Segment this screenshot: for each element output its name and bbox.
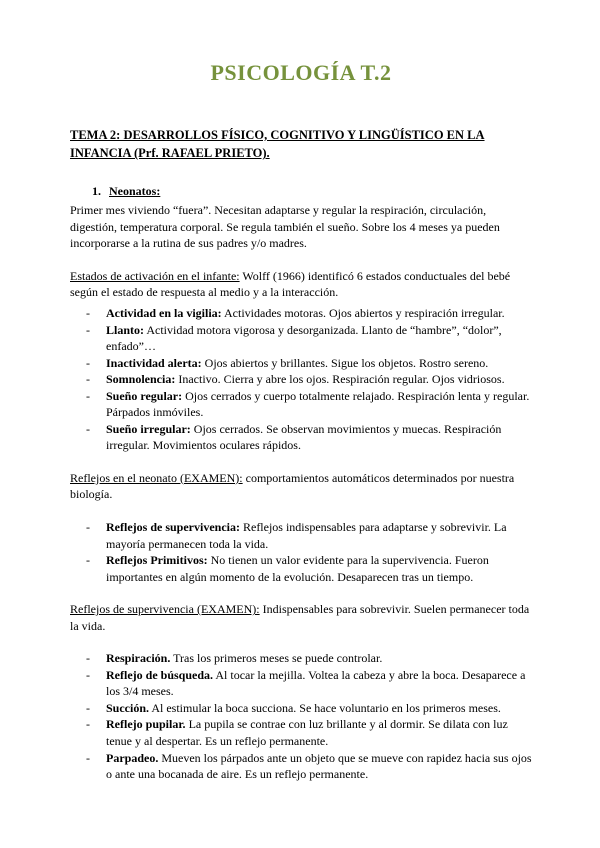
section-reflejos-neonato-lead	[70, 470, 532, 503]
reflejos-neonato-list	[70, 519, 532, 585]
list-item	[86, 388, 532, 421]
section-reflejos-supervivencia-intro: Indispensables para sobrevivir. Suelen permanecer toda la vida.	[70, 602, 530, 633]
item-text: Inactivo. Cierra y abre los ojos. Respiración regular. Ojos vidriosos.	[175, 372, 505, 387]
list-item	[86, 552, 532, 585]
section-reflejos-supervivencia-heading: Reflejos de supervivencia (EXAMEN):	[70, 602, 260, 617]
section-reflejos-supervivencia-lead	[70, 601, 532, 634]
item-text: Tras los primeros meses se puede controlar.	[170, 651, 383, 666]
list-item	[86, 371, 532, 388]
item-label: Reflejo de búsqueda.	[106, 667, 214, 682]
item-text: Ojos cerrados. Se observan movimientos y muecas. Respiración irregular. Movimientos oculares rápidos.	[106, 421, 502, 453]
section-reflejos-neonato-intro: comportamientos automáticos determinados por nuestra biología.	[70, 470, 515, 502]
item-label: Succión.	[106, 700, 150, 715]
item-label: Llanto:	[106, 322, 145, 337]
item-text: Reflejos indispensables para adaptarse y sobrevivir. La mayoría permanecen toda la vida.	[106, 520, 507, 551]
list-item	[86, 322, 532, 355]
estados-list	[70, 305, 532, 454]
list-item	[86, 421, 532, 454]
section-neonatos-title: Neonatos:	[109, 184, 161, 199]
section-reflejos-neonato-heading: Reflejos en el neonato (EXAMEN):	[70, 470, 243, 485]
item-text: La pupila se contrae con luz brillante y al dormir. Se dilata con luz tenue y al despertar. Es un reflejo permanente.	[106, 717, 508, 749]
item-text: Ojos abiertos y brillantes. Sigue los objetos. Rostro sereno.	[201, 355, 489, 370]
doc-subtitle: TEMA 2: DESARROLLOS FÍSICO, COGNITIVO Y LINGÜÍSTICO EN LA INFANCIA (Prf. RAFAEL PRIETO).	[70, 128, 485, 161]
doc-title: PSICOLOGÍA T.2	[210, 60, 392, 85]
list-item	[86, 519, 532, 552]
item-label: Reflejo pupilar.	[106, 717, 186, 732]
list-item	[86, 355, 532, 372]
item-label: Respiración.	[106, 651, 171, 666]
item-label: Inactividad alerta:	[106, 355, 202, 370]
item-text: Al tocar la mejilla. Voltea la cabeza y abre la boca. Desaparece a los 3/4 meses.	[106, 667, 526, 699]
item-label: Reflejos Primitivos:	[106, 553, 208, 568]
item-label: Reflejos de supervivencia:	[106, 520, 240, 534]
list-item	[86, 716, 532, 749]
item-text: Actividades motoras. Ojos abiertos y respiración irregular.	[221, 305, 505, 320]
item-label: Sueño regular:	[106, 388, 183, 403]
section-estados-intro: Wolff (1966) identificó 6 estados conductuales del bebé según el estado de respuesta al medio y a la interacción.	[70, 268, 511, 300]
item-text: Al estimular la boca succiona. Se hace voluntario en los primeros meses.	[149, 700, 501, 715]
item-text: Actividad motora vigorosa y desorganizada. Llanto de “hambre”, “dolor”, enfado”…	[106, 322, 502, 354]
list-item	[86, 305, 532, 322]
item-text: Mueven los párpados ante un objeto que se mueve con rapidez hacia sus ojos o ante una bocanada de aire. Es un reflejo permanente.	[106, 750, 532, 782]
item-label: Sueño irregular:	[106, 421, 191, 436]
list-item	[86, 700, 532, 717]
section-number: 1.	[92, 184, 101, 199]
section-estados-lead	[70, 268, 532, 301]
section-neonatos-heading	[92, 184, 532, 199]
reflejos-supervivencia-list	[70, 650, 532, 782]
item-text: No tienen un valor evidente para la supervivencia. Fueron importantes en algún momento de la evolución. Desaparecen tras un tiempo.	[106, 553, 489, 584]
item-label: Actividad en la vigilia:	[106, 305, 222, 320]
list-item	[86, 667, 532, 700]
section-estados-heading: Estados de activación en el infante:	[70, 268, 240, 283]
list-item	[86, 650, 532, 667]
neonatos-paragraph: Primer mes viviendo “fuera”. Necesitan adaptarse y regular la respiración, circulación, digestión, temperatura corporal. Se regula también el sueño. Sobre los 4 meses ya pueden incorporarse a la rutina de sus padres y/o madres.	[70, 203, 500, 251]
item-text: Ojos cerrados y cuerpo totalmente relajado. Respiración lenta y regular. Párpados inmóviles.	[106, 388, 530, 420]
item-label: Parpadeo.	[106, 750, 159, 765]
list-item	[86, 750, 532, 783]
item-label: Somnolencia:	[106, 372, 176, 387]
